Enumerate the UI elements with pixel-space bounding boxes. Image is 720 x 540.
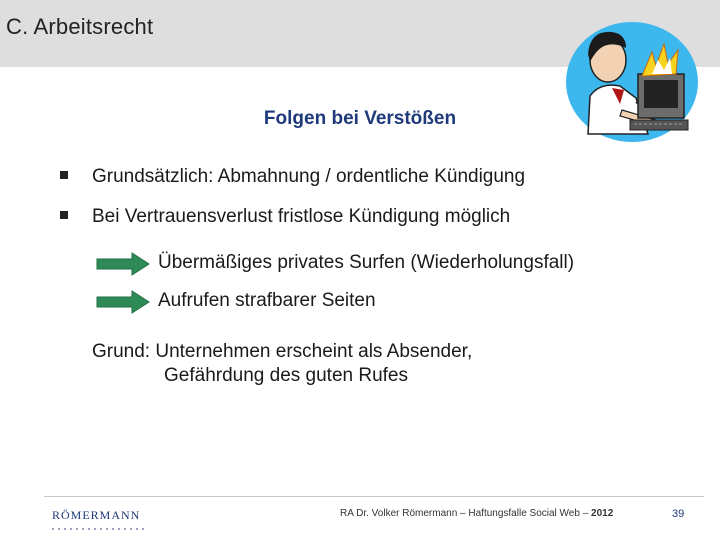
firm-logo xyxy=(52,508,148,536)
footer-year: 2012 xyxy=(591,508,614,519)
square-bullet-icon xyxy=(60,211,68,219)
page-number: 39 xyxy=(672,508,685,520)
section-title: C. Arbeitsrecht xyxy=(6,14,154,39)
bullet-text: Grundsätzlich: Abmahnung / ordentliche Kündigung xyxy=(92,166,526,187)
footer-main-text: RA Dr. Volker Römermann – Haftungsfalle Social Web – xyxy=(340,508,592,519)
reason-text xyxy=(92,340,472,388)
slide-heading: Folgen bei Verstößen xyxy=(263,108,457,129)
bullet-text: Bei Vertrauensverlust fristlose Kündigung möglich xyxy=(92,206,511,227)
sub-point-text: Übermäßiges privates Surfen (Wiederholungsfall) xyxy=(158,252,575,273)
logo-text: RÖMERMANN xyxy=(52,508,141,522)
logo-underline xyxy=(52,528,148,530)
footer-divider xyxy=(44,496,704,497)
square-bullet-icon xyxy=(60,171,68,179)
right-arrow-icon xyxy=(96,290,150,314)
reason-line-2: Gefährdung des guten Rufes xyxy=(164,365,409,386)
reason-line-1: Grund: Unternehmen erscheint als Absender, xyxy=(92,341,473,362)
sub-point-text: Aufrufen strafbarer Seiten xyxy=(158,290,376,311)
footer-text xyxy=(340,508,613,519)
right-arrow-icon xyxy=(96,252,150,276)
